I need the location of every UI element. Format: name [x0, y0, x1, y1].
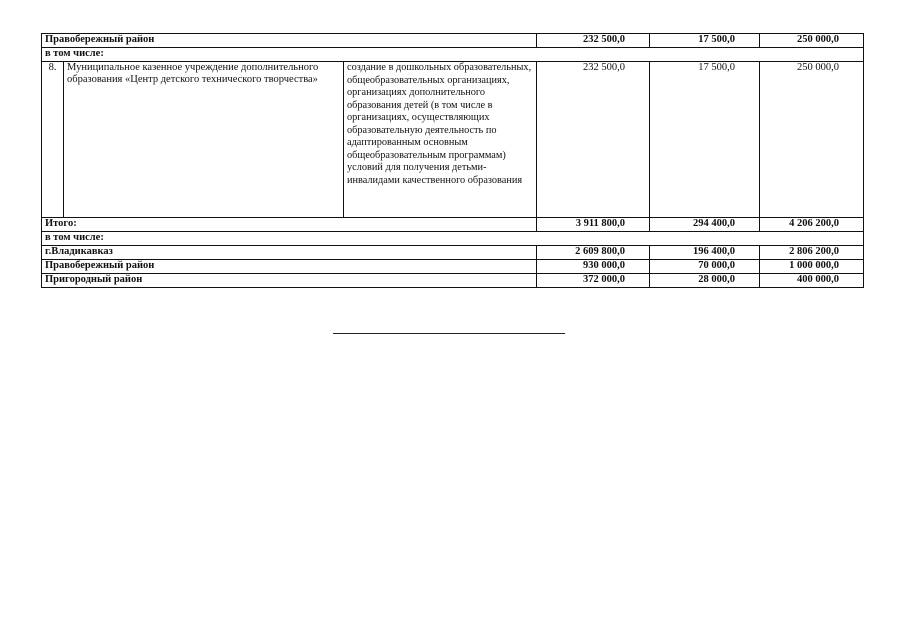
item-value-2: 17 500,0 [650, 62, 760, 218]
total-row [42, 218, 864, 232]
total-value-3: 4 206 200,0 [760, 218, 864, 232]
total-label: Итого: [42, 218, 537, 232]
item-value-3: 250 000,0 [760, 62, 864, 218]
total-value-1: 3 911 800,0 [537, 218, 650, 232]
district-value-1: 2 609 800,0 [537, 246, 650, 260]
district-value-3: 1 000 000,0 [760, 260, 864, 274]
section-row [42, 34, 864, 48]
district-name: Правобережный район [42, 260, 537, 274]
district-value-2: 28 000,0 [650, 274, 760, 288]
district-value-1: 372 000,0 [537, 274, 650, 288]
including-row [42, 48, 864, 62]
section-title: Правобережный район [42, 34, 537, 48]
section-value-2: 17 500,0 [650, 34, 760, 48]
district-value-3: 400 000,0 [760, 274, 864, 288]
district-value-2: 196 400,0 [650, 246, 760, 260]
including-row-2 [42, 232, 864, 246]
including-label-2: в том числе: [42, 232, 864, 246]
district-row [42, 246, 864, 260]
including-label: в том числе: [42, 48, 864, 62]
district-name: г.Владикавказ [42, 246, 537, 260]
district-row [42, 260, 864, 274]
closing-rule-divider [333, 333, 565, 334]
section-value-3: 250 000,0 [760, 34, 864, 48]
item-number: 8. [42, 62, 64, 218]
item-value-1: 232 500,0 [537, 62, 650, 218]
district-row [42, 274, 864, 288]
item-organization: Муниципальное казенное учреждение дополнительного образования «Центр детского технического творчества» [64, 62, 344, 218]
district-value-1: 930 000,0 [537, 260, 650, 274]
budget-table [41, 33, 864, 288]
item-purpose: создание в дошкольных образовательных, общеобразовательных организациях, организациях дополнительного образования детей (в том числе в организациях, осуществляющих образовательную деятельность по адаптированным основным общеобразовательным программам) условий для получения детьми-инвалидами качественного образования [344, 62, 537, 218]
district-value-3: 2 806 200,0 [760, 246, 864, 260]
district-name: Пригородный район [42, 274, 537, 288]
section-value-1: 232 500,0 [537, 34, 650, 48]
item-row [42, 62, 864, 218]
total-value-2: 294 400,0 [650, 218, 760, 232]
district-value-2: 70 000,0 [650, 260, 760, 274]
